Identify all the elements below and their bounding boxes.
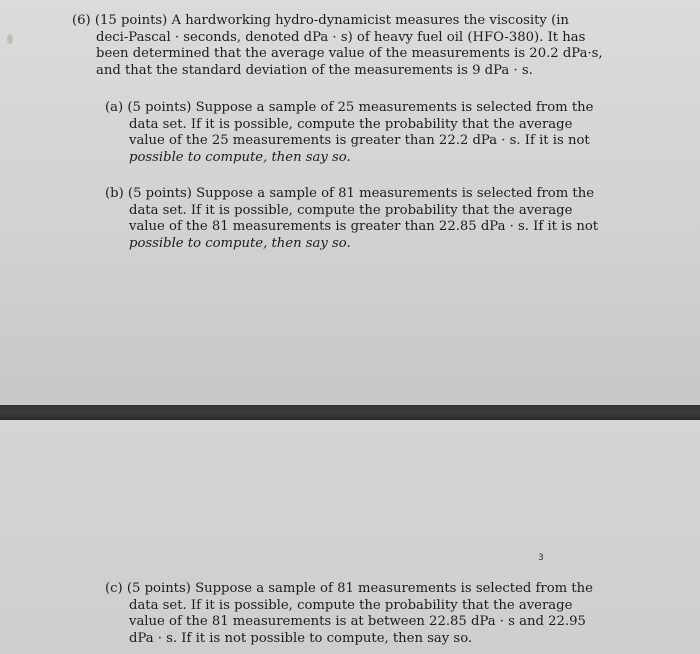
text-line: data set. If it is possible, compute the probability that the average: [129, 202, 573, 218]
page-number: 3: [538, 553, 544, 563]
text-line: (c) (5 points) Suppose a sample of 81 measurements is selected from the: [105, 581, 593, 596]
text-line: possible to compute, then say so.: [129, 235, 351, 251]
part-c: [105, 581, 593, 647]
text-line: been determined that the average value of the measurements is 20.2 dPa·s,: [96, 46, 603, 61]
text-line: value of the 81 measurements is at between 22.85 dPa · s and 22.95: [129, 614, 586, 629]
text-line: data set. If it is possible, compute the probability that the average: [129, 116, 573, 132]
text-line: and that the standard deviation of the measurements is 9 dPa · s.: [96, 62, 533, 78]
text-line: dPa · s. If it is not possible to compute, then say so.: [129, 630, 473, 646]
part-b: [105, 186, 598, 252]
text-line: deci-Pascal · seconds, denoted dPa · s) of heavy fuel oil (HFO-380). It has: [96, 29, 586, 45]
text-line: possible to compute, then say so.: [129, 149, 351, 165]
text-line: (a) (5 points) Suppose a sample of 25 measurements is selected from the: [105, 100, 594, 115]
text-line: value of the 25 measurements is greater than 22.2 dPa · s. If it is not: [129, 133, 590, 148]
text-line: data set. If it is possible, compute the probability that the average: [129, 597, 573, 613]
paper-mark: [7, 34, 13, 44]
part-a: [105, 100, 593, 166]
text-line: (6) (15 points) A hardworking hydro-dynamicist measures the viscosity (in: [72, 13, 569, 28]
problem-6-statement: [72, 13, 603, 79]
text-line: (b) (5 points) Suppose a sample of 81 measurements is selected from the: [105, 186, 595, 201]
page-divider: [0, 405, 700, 420]
text-line: value of the 81 measurements is greater than 22.85 dPa · s. If it is not: [129, 219, 599, 234]
